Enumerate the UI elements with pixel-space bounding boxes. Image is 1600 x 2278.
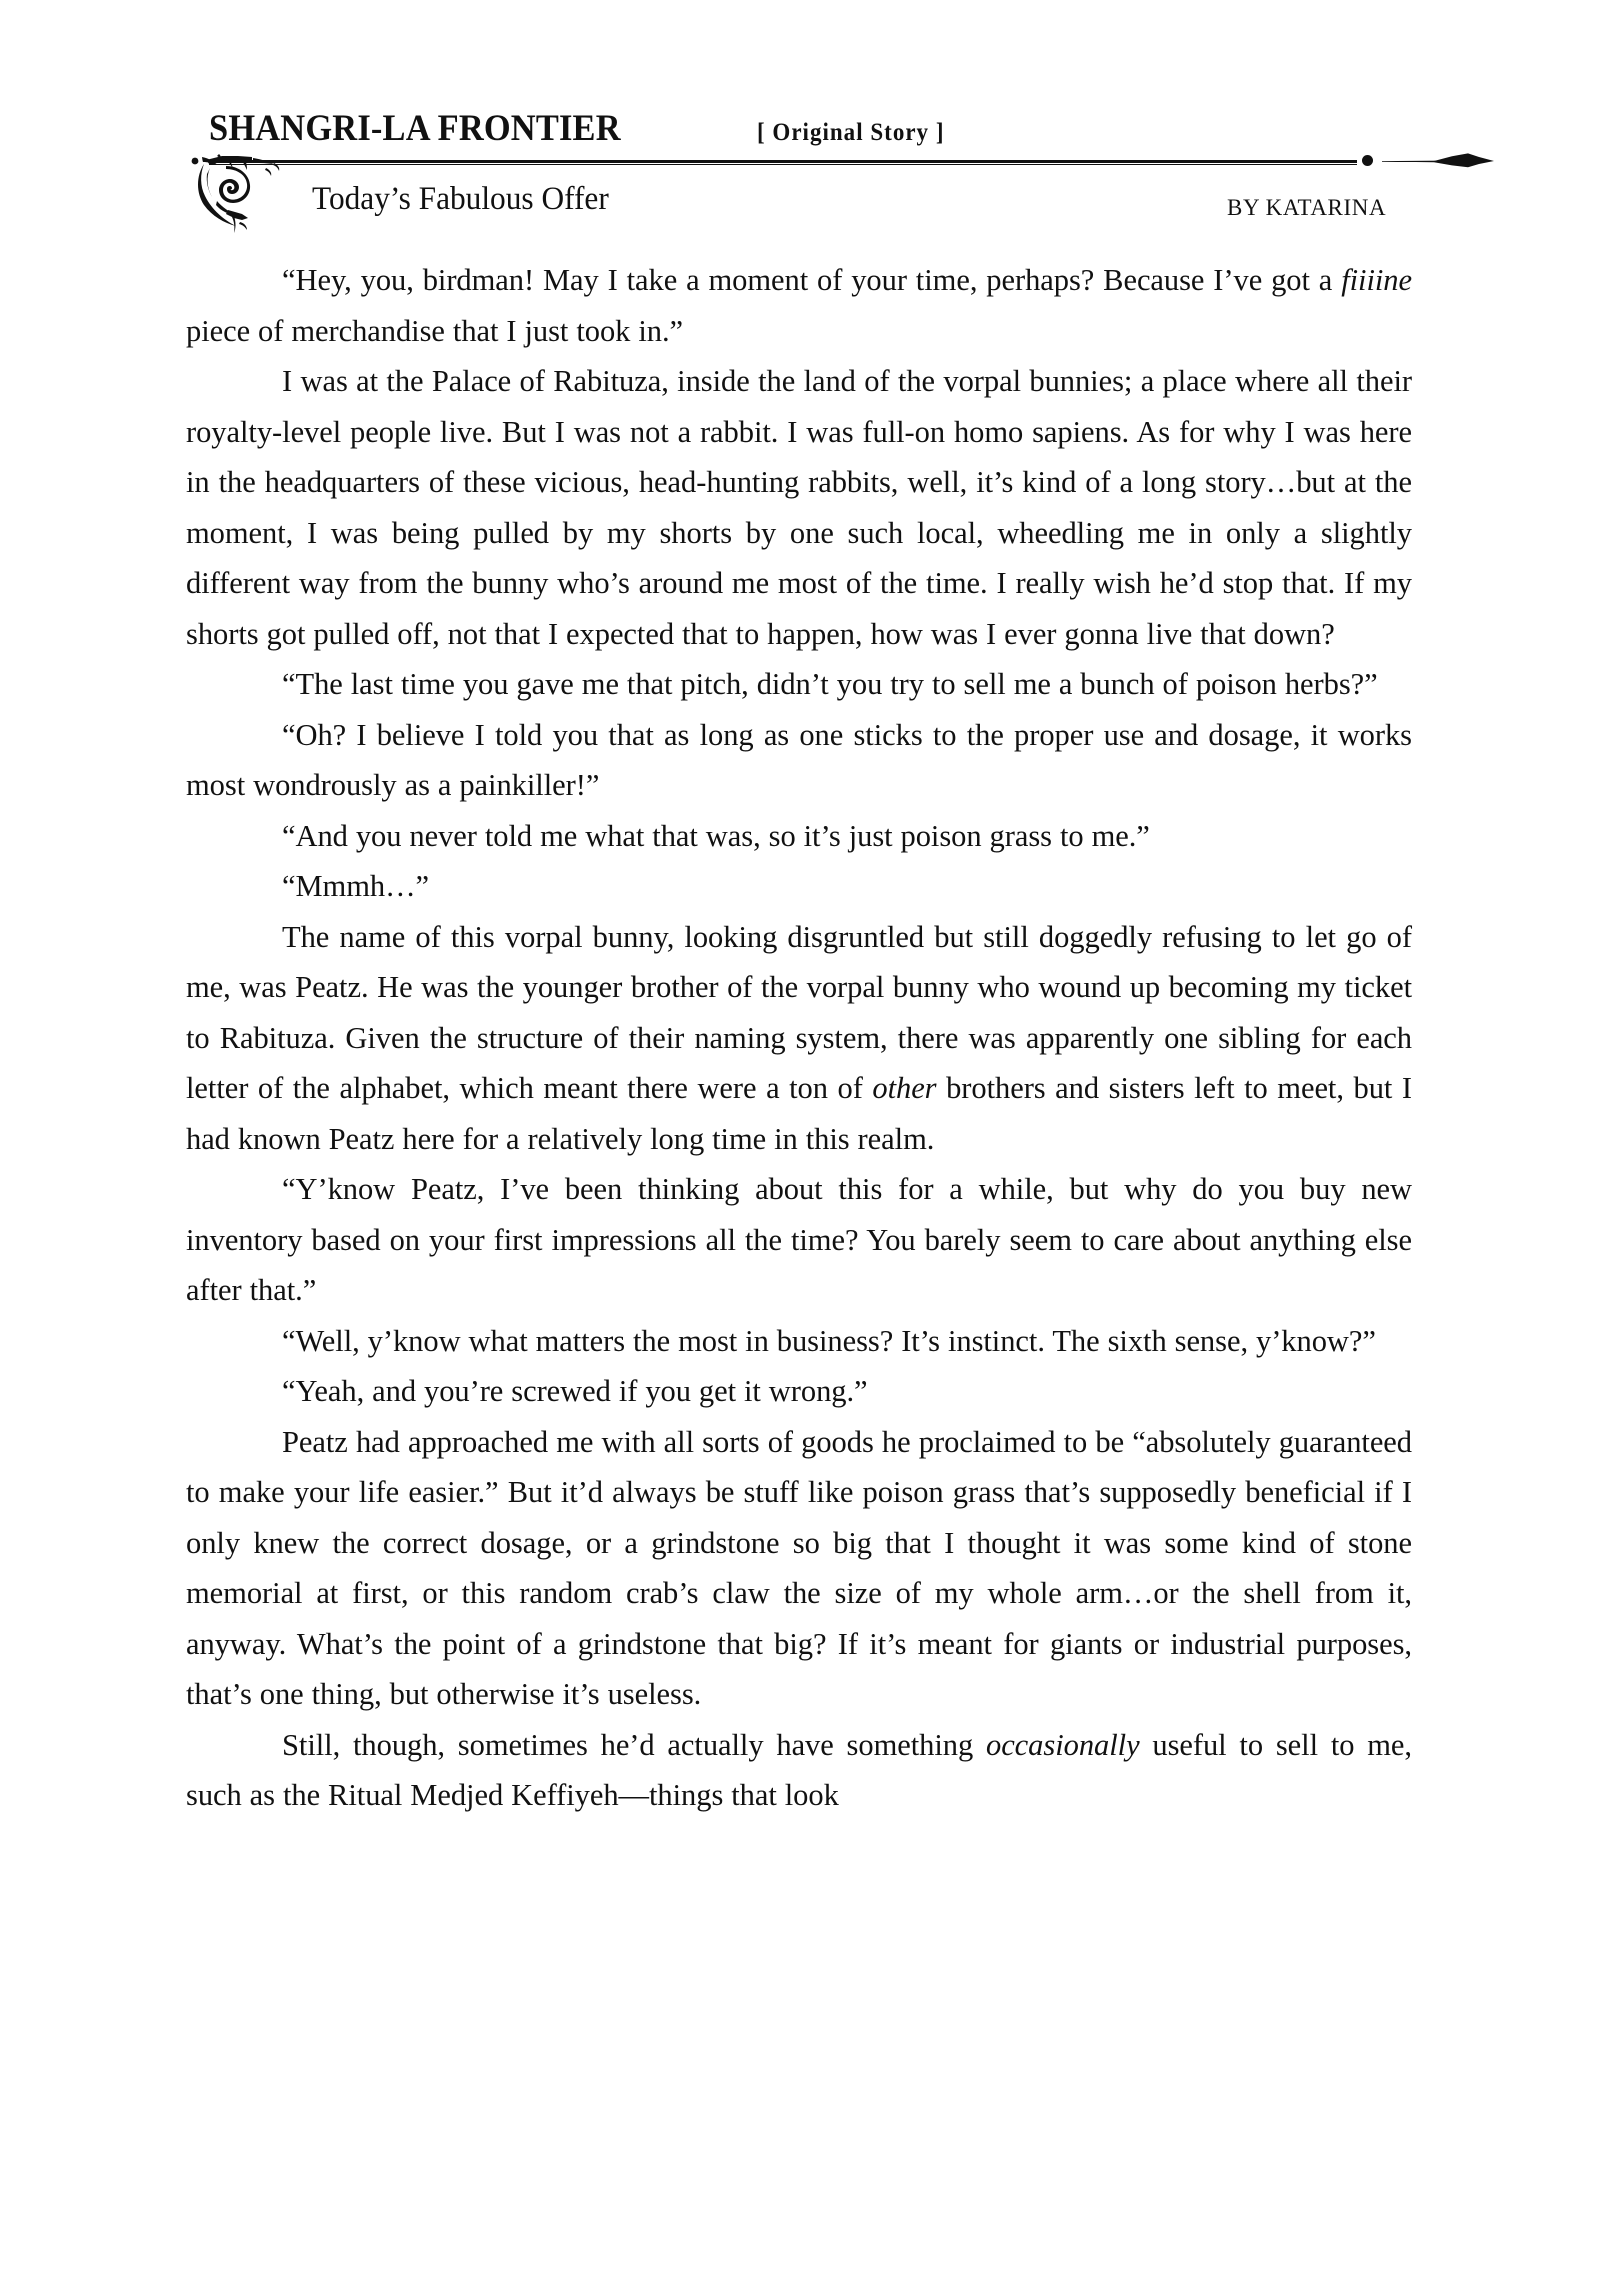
paragraph-text: “The last time you gave me that pitch, didn’t you try to sell me a bunch of poison herbs?”	[282, 667, 1378, 701]
story-paragraph	[186, 1316, 1412, 1367]
story-paragraph	[186, 356, 1412, 659]
story-paragraph	[186, 255, 1412, 356]
header-rule-secondary	[209, 164, 1357, 165]
paragraph-text: “Mmmh…”	[282, 869, 430, 903]
paragraph-text: Peatz had approached me with all sorts of goods he proclaimed to be “absolutely guaranteed to make your life easier.” But it’d always be stuff like poison grass that’s supposedly beneficial if I only knew the correct dosage, or a grindstone so big that I thought it was some kind of stone memorial at first, or this random crab’s claw the size of my whole arm…or the shell from it, anyway. What’s the point of a grindstone that big? If it’s meant for giants or industrial purposes, that’s one thing, but otherwise it’s useless.	[186, 1424, 1412, 1711]
paragraph-text: Still, though, sometimes he’d actually have something	[282, 1727, 986, 1762]
emphasis-text: fiiiine	[1341, 263, 1412, 297]
story-paragraph	[186, 1164, 1412, 1316]
paragraph-text: I was at the Palace of Rabituza, inside the land of the vorpal bunnies; a place where all their royalty-level people live. But I was not a rabbit. I was full-on homo sapiens. As for why I was here in the headquarters of these vicious, head-hunting rabbits, well, it’s kind of a long story…but at the moment, I was being pulled by my shorts by one such local, wheedling me in only a slightly different way from the bunny who’s around me most of the time. I really wish he’d stop that. If my shorts got pulled off, not that I expected that to happen, how was I ever gonna live that down?	[186, 364, 1412, 651]
story-paragraph	[186, 811, 1412, 862]
paragraph-text: “Oh? I believe I told you that as long as one sticks to the proper use and dosage, it works most wondrously as a painkiller!”	[186, 717, 1412, 802]
original-story-tag: [ Original Story ]	[757, 119, 945, 146]
story-paragraph	[186, 710, 1412, 811]
story-paragraph	[186, 1720, 1412, 1821]
emphasis-text: occasionally	[986, 1727, 1140, 1762]
corner-flourish-ornament-icon	[186, 152, 282, 234]
paragraph-text: The name of this vorpal bunny, looking disgruntled but still doggedly refusing to let go of me, was Peatz. He was the younger brother of the vorpal bunny who wound up becoming my ticket to Rabituza. Given the structure of their naming system, there was apparently one sibling for each letter of the alphabet, which meant there were a ton of	[186, 919, 1412, 1105]
paragraph-text: brothers and sisters left to meet, but I had known Peatz here for a relatively long time in this realm.	[186, 1071, 1412, 1156]
paragraph-text: “Y’know Peatz, I’ve been thinking about this for a while, but why do you buy new inventory based on your first impressions all the time? You barely seem to care about anything else after that.”	[186, 1172, 1412, 1307]
story-paragraph	[186, 1417, 1412, 1720]
story-body	[186, 255, 1412, 1821]
page-header	[0, 0, 1600, 220]
emphasis-text: other	[872, 1071, 937, 1105]
paragraph-text: “Yeah, and you’re screwed if you get it wrong.”	[282, 1374, 868, 1408]
author-byline: BY KATARINA	[1227, 195, 1387, 220]
chapter-title: Today’s Fabulous Offer	[312, 181, 609, 217]
paragraph-text: “Hey, you, birdman! May I take a moment of your time, perhaps? Because I’ve got a	[282, 263, 1342, 297]
story-paragraph	[186, 861, 1412, 912]
rule-dot-ornament	[1362, 155, 1373, 166]
story-paragraph	[186, 659, 1412, 710]
paragraph-text: “And you never told me what that was, so it’s just poison grass to me.”	[282, 818, 1150, 853]
paragraph-text: “Well, y’know what matters the most in business? It’s instinct. The sixth sense, y’know?”	[282, 1323, 1376, 1358]
story-paragraph	[186, 1366, 1412, 1417]
story-paragraph	[186, 912, 1412, 1165]
series-title: SHANGRI-LA FRONTIER	[209, 108, 621, 149]
paragraph-text: useful to sell to me, such as the Ritual Medjed Keffiyeh—things that look	[186, 1727, 1412, 1812]
header-rule	[209, 160, 1357, 163]
arrow-ornament-icon	[1382, 152, 1494, 170]
paragraph-text: piece of merchandise that I just took in.”	[186, 313, 684, 348]
